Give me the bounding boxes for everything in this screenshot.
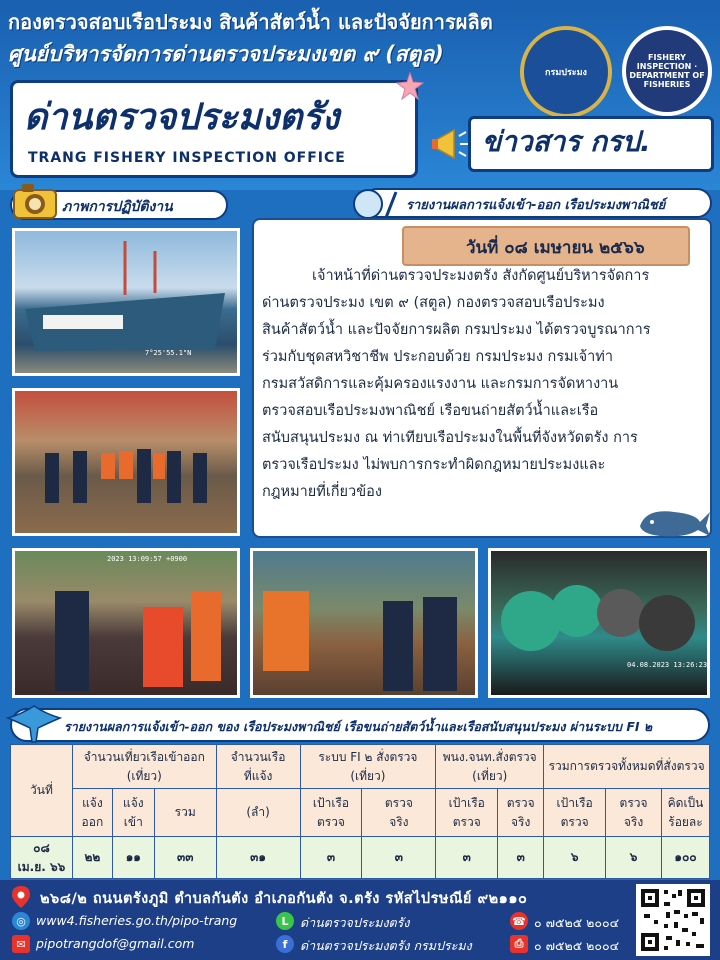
subheader-notify-out: แจ้ง ออก <box>72 789 112 837</box>
fishery-inspection-logo: FISHERY INSPECTION · DEPARTMENT OF FISHERIES <box>622 26 712 116</box>
subheader-actual: ตรวจ จริง <box>498 789 544 837</box>
article-line: ด่านตรวจประมง เขต ๙ (สตูล) กองตรวจสอบเรือประมง <box>262 295 605 311</box>
table-cell: ๒๒ <box>72 837 112 879</box>
article-line: สนับสนุนประมง ณ ท่าเทียบเรือประมงในพื้นที่จังหวัดตรัง การ <box>262 430 638 446</box>
office-title-english: TRANG FISHERY INSPECTION OFFICE <box>28 150 346 166</box>
article-line: ตรวจสอบเรือประมงพาณิชย์ เรือขนถ่ายสัตว์น้ำและเรือ <box>262 403 599 419</box>
article-date: วันที่ ๐๘ เมษายน ๒๕๖๖ <box>466 238 645 258</box>
photo-fish-baskets <box>488 548 710 698</box>
subheader-percent: คิดเป็น ร้อยละ <box>662 789 710 837</box>
camera-icon <box>12 180 58 220</box>
subheader-target: เป้าเรือ ตรวจ <box>300 789 362 837</box>
line-app-icon: L <box>276 912 294 930</box>
photo-date-overlay: 04.08.2023 13:26:23 <box>627 661 708 669</box>
manta-ray-icon <box>6 700 62 744</box>
header-center: ศูนย์บริหารจัดการด่านตรวจประมงเขต ๙ (สตูล) <box>8 42 444 66</box>
qr-code-icon[interactable] <box>636 884 710 956</box>
phone-icon: ☎ <box>510 912 528 930</box>
table-title: รายงานผลการแจ้งเข้า-ออก ของ เรือประมงพาณิชย์ เรือขนถ่ายสัตว์น้ำและเรือสนับสนุนประมง ผ่านระบบ FI ๒ <box>64 719 653 734</box>
department-of-fisheries-logo: กรมประมง <box>520 26 612 118</box>
footer-line-link[interactable]: ด่านตรวจประมงตรัง <box>300 915 410 930</box>
subheader-notify-in: แจ้ง เข้า <box>112 789 154 837</box>
table-cell: ๓ <box>436 837 498 879</box>
fax-icon: ⎙ <box>510 935 528 953</box>
photo-document-check <box>250 548 478 698</box>
report-table <box>10 744 710 878</box>
footer-email-link[interactable]: pipotrangdof@gmail.com <box>36 936 195 951</box>
table-cell: ๓ <box>362 837 436 879</box>
article-line: กฎหมายที่เกี่ยวข้อง <box>262 484 382 500</box>
trips-group-header: จำนวนเที่ยวเรือเข้าออก (เที่ยว) <box>72 745 216 789</box>
table-cell: ๖ <box>544 837 606 879</box>
starfish-icon <box>396 72 424 100</box>
vessels-group-header: จำนวนเรือ ที่แจ้ง <box>216 745 300 789</box>
subheader-actual: ตรวจ จริง <box>606 789 662 837</box>
report-label: รายงานผลการแจ้งเข้า-ออก เรือประมงพาณิชย์ <box>406 198 666 213</box>
facebook-icon: f <box>276 935 294 953</box>
photo-gps-overlay: 7°25'55.1"N <box>145 349 192 357</box>
location-pin-icon <box>12 886 30 908</box>
article-line: ตรวจเรือประมง ไม่พบการกระทำผิดกฎหมายประมงและ <box>262 457 606 473</box>
table-cell: ๓ <box>300 837 362 879</box>
total-group-header: รวมการตรวจทั้งหมดที่สั่งตรวจ <box>544 745 710 789</box>
footer-phone: ๐ ๗๕๒๕ ๒๐๐๔ <box>534 915 620 930</box>
subheader-vessels: (ลำ) <box>216 789 300 837</box>
photo-crew-check <box>12 548 240 698</box>
article-line: สินค้าสัตว์น้ำ และปัจจัยการผลิต กรมประมง ได้ตรวจบูรณาการ <box>262 322 651 338</box>
footer-website-link[interactable]: www4.fisheries.go.th/pipo-trang <box>36 913 238 928</box>
footer-facebook-link[interactable]: ด่านตรวจประมงตรัง กรมประมง <box>300 938 472 953</box>
globe-icon: ◎ <box>12 912 30 930</box>
table-cell: ๓๑ <box>216 837 300 879</box>
office-title-thai: ด่านตรวจประมงตรัง <box>24 97 340 138</box>
fi2-group-header: ระบบ FI ๒ สั่งตรวจ (เที่ยว) <box>300 745 436 789</box>
news-title: ข่าวสาร กรป. <box>482 125 651 158</box>
article-line: ร่วมกับชุดสหวิชาชีพ ประกอบด้วย กรมประมง กรมเจ้าท่า <box>262 349 613 365</box>
article-line: เจ้าหน้าที่ด่านตรวจประมงตรัง สังกัดศูนย์บริหารจัดการ <box>312 268 650 284</box>
footer-fax: ๐ ๗๕๒๕ ๒๐๐๔ <box>534 938 620 953</box>
photo-timestamp-overlay: 2023 13:09:57 +0900 <box>107 555 188 563</box>
row-date: ๐๘ เม.ย. ๖๖ <box>11 837 73 879</box>
email-icon: ✉ <box>12 935 30 953</box>
activity-label: ภาพการปฏิบัติงาน <box>62 199 173 215</box>
header-division: กองตรวจสอบเรือประมง สินค้าสัตว์น้ำ และปัจจัยการผลิต <box>8 10 493 34</box>
subheader-target: เป้าเรือ ตรวจ <box>436 789 498 837</box>
officer-group-header: พนง.จนท.สั่งตรวจ (เที่ยว) <box>436 745 544 789</box>
photo-fishing-vessel <box>12 228 240 376</box>
table-row <box>11 837 710 879</box>
article-line: กรมสวัสดิการและคุ้มครองแรงงาน และกรมการจัดหางาน <box>262 376 619 392</box>
table-cell: ๓๓ <box>154 837 216 879</box>
subheader-actual: ตรวจ จริง <box>362 789 436 837</box>
megaphone-icon <box>432 126 470 162</box>
photo-inspection-team <box>12 388 240 536</box>
date-column-header: วันที่ <box>11 745 73 837</box>
whale-icon <box>636 500 712 540</box>
table-cell: ๓ <box>498 837 544 879</box>
subheader-target: เป้าเรือ ตรวจ <box>544 789 606 837</box>
table-cell: ๖ <box>606 837 662 879</box>
table-cell: ๑๑ <box>112 837 154 879</box>
footer-address: ๒๖๘/๒ ถนนตรังภูมิ ตำบลกันตัง อำเภอกันตัง จ.ตรัง รหัสไปรษณีย์ ๙๒๑๑๐ <box>40 891 528 907</box>
table-cell: ๑๐๐ <box>662 837 710 879</box>
subheader-total: รวม <box>154 789 216 837</box>
